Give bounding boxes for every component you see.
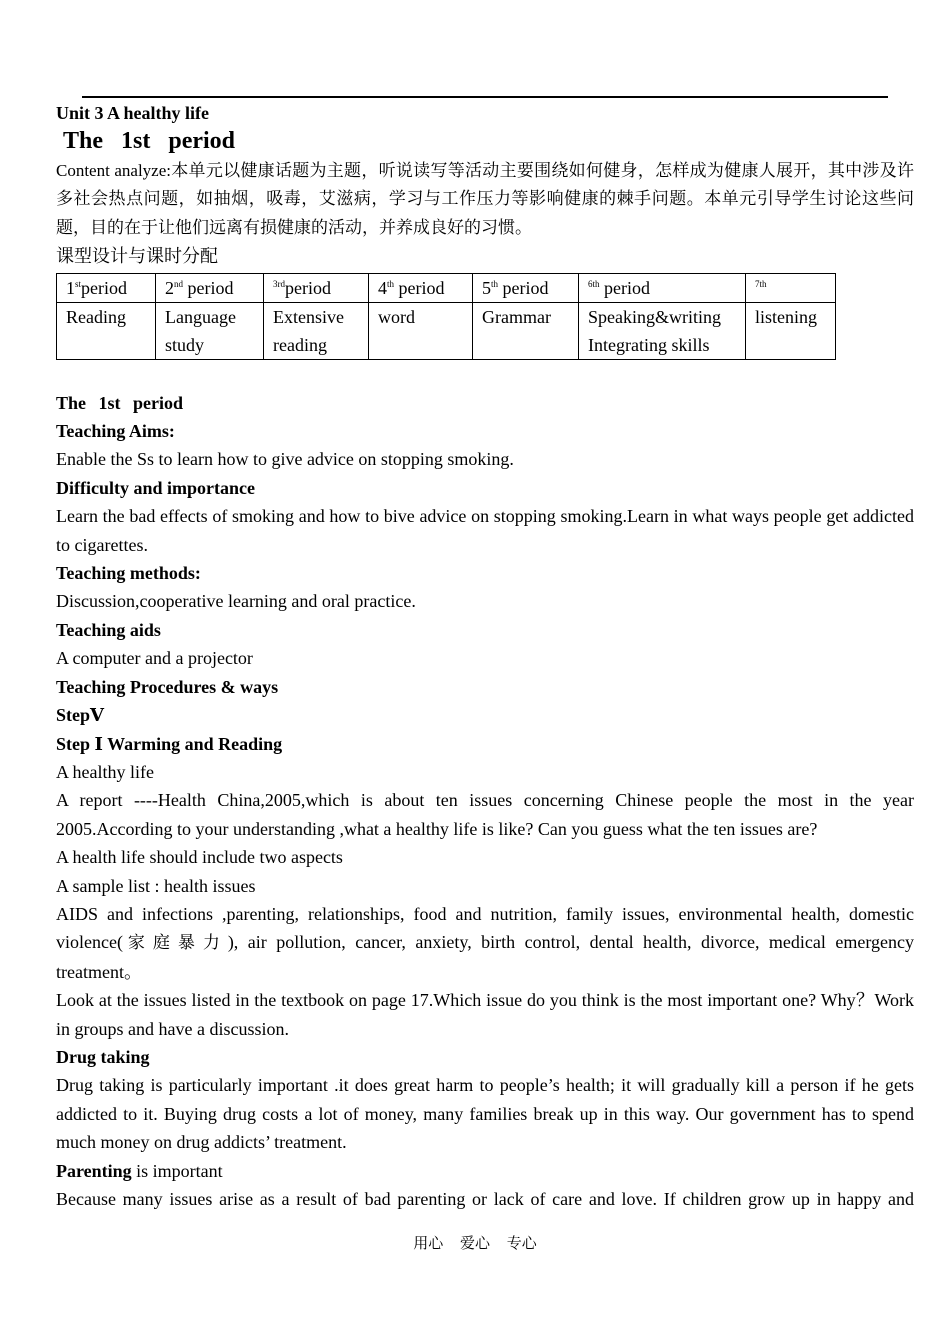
step-1-heading: Step Ⅰ Warming and Reading [56,733,283,754]
drug-heading: Drug taking [56,1046,150,1067]
two-aspects-line: A health life should include two aspects [56,847,343,868]
aims-text: Enable the Ss to learn how to give advice on stopping smoking. [56,449,514,470]
content-analyze: Content analyze:本单元以健康话题为主题，听说读写等活动主要围绕如何健身，怎样成为健康人展开，其中涉及许多社会热点问题，如抽烟，吸毒，艾滋病，学习与工作压力等影响健康的棘手问题。本单元引导学生讨论这些问题，目的在于让他们远离有损健康的活动，并养成良好的习惯。 [56,161,914,237]
table-type-row [57,302,836,359]
step-v: StepⅤ [56,705,104,726]
look-text: Look at the issues listed in the textbook on page 17.Which issue do you think is the most important one? Why？Work in groups and have a discussion. [56,990,914,1039]
unit-title: Unit 3 A healthy life [56,103,210,123]
period-6-type: Speaking&writing Integrating skills [579,302,746,359]
aids-text: A computer and a projector [56,648,253,669]
aids-heading: Teaching aids [56,619,161,640]
period-2-type: Language study [156,302,264,359]
aims-heading: Teaching Aims: [56,421,175,442]
table-header-row [57,273,836,302]
difficulty-text: Learn the bad effects of smoking and how to bive advice on stopping smoking.Learn in what ways people get addicted to cigarettes. [56,506,914,555]
document-body [56,101,914,1213]
period-5-type: Grammar [473,302,579,359]
drug-text: Drug taking is particularly important .it does great harm to people’s health; it will gradually kill a person if he gets addicted to it. Buying drug costs a lot of money, many families break up in this way. Our government has to spend much money on drug addicts’ treatment. [56,1075,914,1153]
parenting-line: Parenting is important [56,1160,223,1181]
period-4-header: 4th period [369,273,473,302]
period-2-header: 2nd period [156,273,264,302]
period-7-type: listening [746,302,836,359]
period-title: The 1st period [56,392,184,413]
period-5-header: 5th period [473,273,579,302]
period-1-header: 1stperiod [57,273,156,302]
period-7-header: 7th [746,273,836,302]
page-footer: 用心 爱心 专心 [413,1234,537,1252]
healthy-life-line: A healthy life [56,761,154,782]
header-rule [82,96,888,98]
period-4-type: word [369,302,473,359]
methods-heading: Teaching methods: [56,563,201,584]
main-title: The 1st period [63,128,236,154]
period-1-type: Reading [57,302,156,359]
period-6-header: $^{6th}$ period [579,273,746,302]
period-3-header: $^{3rd}$period [264,273,369,302]
report-text: A report ----Health China,2005,which is about ten issues concerning Chinese people the most in the year 2005.According to your understanding ,what a healthy life is like? Can you guess what the ten issues are? [56,790,914,839]
period-3-type: Extensive reading [264,302,369,359]
sample-list-line: A sample list : health issues [56,875,256,896]
because-text: Because many issues arise as a result of bad parenting or lack of care and love. If children grow up in happy and [56,1189,914,1209]
issues-text: AIDS and infections ,parenting, relationships, food and nutrition, family issues, environmental health, domestic violence(家庭暴力), air pollution, cancer, anxiety, birth control, dental health, divorce, medical emergency treatment。 [56,903,914,982]
methods-text: Discussion,cooperative learning and oral practice. [56,591,416,612]
schedule-heading: 课型设计与课时分配 [56,246,218,267]
difficulty-heading: Difficulty and importance [56,477,255,498]
period-schedule-table [56,273,836,360]
procedures-heading: Teaching Procedures & ways [56,676,279,697]
